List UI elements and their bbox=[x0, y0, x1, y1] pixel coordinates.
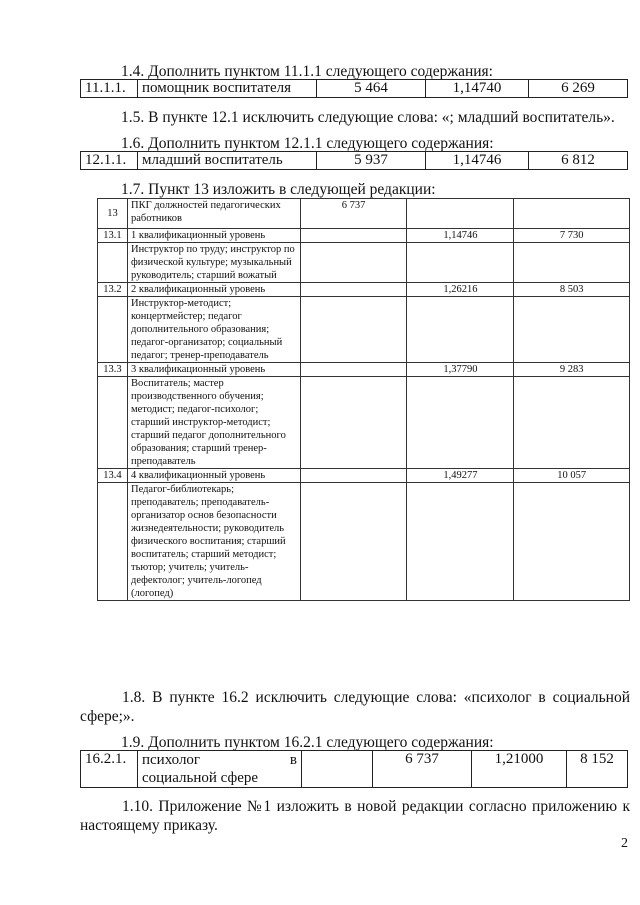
group-name: ПКГ должностей педагогических работников bbox=[127, 199, 300, 229]
empty-cell bbox=[407, 297, 514, 363]
position-name: помощник воспитателя bbox=[138, 80, 317, 98]
level-name: 1 квалификационный уровень bbox=[127, 229, 300, 243]
table-11-1-1 bbox=[80, 79, 628, 98]
paragraph-1-5: 1.5. В пункте 12.1 исключить следующие слова: «; младший воспитатель». bbox=[121, 109, 615, 126]
empty-cell bbox=[98, 297, 128, 363]
positions-list: Педагог-библиотекарь; преподаватель; преподаватель-организатор основ безопасности жизнедеятельности; руководитель физического воспитания; старший воспитатель; старший методист; тьютор; учитель; учитель-дефектолог; учитель-логопед (логопед) bbox=[127, 483, 300, 601]
coefficient-value: 1,14746 bbox=[407, 229, 514, 243]
table-row bbox=[98, 377, 630, 469]
empty-cell bbox=[514, 297, 630, 363]
total-value bbox=[514, 199, 630, 229]
empty-cell bbox=[98, 243, 128, 283]
salary-value: 6 737 bbox=[300, 199, 407, 229]
coefficient-value: 1,14746 bbox=[426, 152, 529, 170]
positions-list: Воспитатель; мастер производственного обучения; методист; педагог-психолог; старший инструктор-методист; старший педагог дополнительного образования; старший тренер-преподаватель bbox=[127, 377, 300, 469]
empty-cell bbox=[514, 377, 630, 469]
salary-value bbox=[300, 363, 407, 377]
total-value: 9 283 bbox=[514, 363, 630, 377]
total-value: 8 503 bbox=[514, 283, 630, 297]
empty-cell bbox=[302, 751, 373, 788]
salary-value: 5 464 bbox=[317, 80, 426, 98]
paragraph-1-9: 1.9. Дополнить пунктом 16.2.1 следующего содержания: bbox=[121, 734, 494, 751]
positions-list: Инструктор-методист; концертмейстер; педагог дополнительного образования; педагог-организатор; социальный педагог; тренер-преподаватель bbox=[127, 297, 300, 363]
empty-cell bbox=[514, 483, 630, 601]
position-name-part: социальной сфере bbox=[142, 770, 259, 786]
coefficient-value bbox=[407, 199, 514, 229]
page-number: 2 bbox=[621, 836, 628, 851]
table-row bbox=[81, 152, 628, 170]
total-value: 6 269 bbox=[529, 80, 628, 98]
table-row bbox=[81, 751, 628, 788]
table-row bbox=[98, 469, 630, 483]
total-value: 7 730 bbox=[514, 229, 630, 243]
level-name: 3 квалификационный уровень bbox=[127, 363, 300, 377]
table-pkg-13 bbox=[97, 198, 630, 601]
salary-value bbox=[300, 229, 407, 243]
table-row bbox=[98, 363, 630, 377]
empty-cell bbox=[514, 243, 630, 283]
table-row bbox=[81, 80, 628, 98]
coefficient-value: 1,14740 bbox=[426, 80, 529, 98]
row-number: 13.2 bbox=[98, 283, 128, 297]
row-number: 13.1 bbox=[98, 229, 128, 243]
table-12-1-1 bbox=[80, 151, 628, 170]
table-row bbox=[98, 243, 630, 283]
salary-value bbox=[300, 283, 407, 297]
empty-cell bbox=[300, 377, 407, 469]
paragraph-1-4: 1.4. Дополнить пунктом 11.1.1 следующего содержания: bbox=[121, 63, 493, 80]
empty-cell bbox=[98, 483, 128, 601]
coefficient-value: 1,49277 bbox=[407, 469, 514, 483]
empty-cell bbox=[407, 483, 514, 601]
salary-value: 6 737 bbox=[373, 751, 472, 788]
position-name: младший воспитатель bbox=[138, 152, 317, 170]
salary-value bbox=[300, 469, 407, 483]
coefficient-value: 1,21000 bbox=[472, 751, 567, 788]
empty-cell bbox=[98, 377, 128, 469]
level-name: 2 квалификационный уровень bbox=[127, 283, 300, 297]
table-row bbox=[98, 229, 630, 243]
position-name-part: в bbox=[289, 752, 297, 768]
table-row bbox=[98, 283, 630, 297]
empty-cell bbox=[300, 483, 407, 601]
total-value: 6 812 bbox=[529, 152, 628, 170]
empty-cell bbox=[407, 377, 514, 469]
positions-list: Инструктор по труду; инструктор по физической культуре; музыкальный руководитель; старший вожатый bbox=[127, 243, 300, 283]
position-name-part: психолог bbox=[142, 752, 201, 768]
empty-cell bbox=[300, 243, 407, 283]
total-value: 8 152 bbox=[567, 751, 628, 788]
table-row bbox=[98, 483, 630, 601]
row-number: 13 bbox=[98, 199, 128, 229]
paragraph-1-10: 1.10. Приложение №1 изложить в новой редакции согласно приложению к настоящему приказу. bbox=[80, 798, 630, 834]
empty-cell bbox=[407, 243, 514, 283]
row-number: 11.1.1. bbox=[81, 80, 138, 98]
position-name bbox=[138, 751, 302, 788]
row-number: 13.3 bbox=[98, 363, 128, 377]
row-number: 13.4 bbox=[98, 469, 128, 483]
total-value: 10 057 bbox=[514, 469, 630, 483]
salary-value: 5 937 bbox=[317, 152, 426, 170]
paragraph-1-6: 1.6. Дополнить пунктом 12.1.1 следующего содержания: bbox=[121, 135, 494, 152]
row-number: 12.1.1. bbox=[81, 152, 138, 170]
row-number: 16.2.1. bbox=[81, 751, 138, 788]
paragraph-1-8: 1.8. В пункте 16.2 исключить следующие слова: «психолог в социальной сфере;». bbox=[80, 689, 630, 725]
table-row bbox=[98, 297, 630, 363]
level-name: 4 квалификационный уровень bbox=[127, 469, 300, 483]
table-row bbox=[98, 199, 630, 229]
table-16-2-1 bbox=[80, 750, 628, 788]
coefficient-value: 1,37790 bbox=[407, 363, 514, 377]
empty-cell bbox=[300, 297, 407, 363]
coefficient-value: 1,26216 bbox=[407, 283, 514, 297]
paragraph-1-7: 1.7. Пункт 13 изложить в следующей редакции: bbox=[121, 181, 436, 198]
